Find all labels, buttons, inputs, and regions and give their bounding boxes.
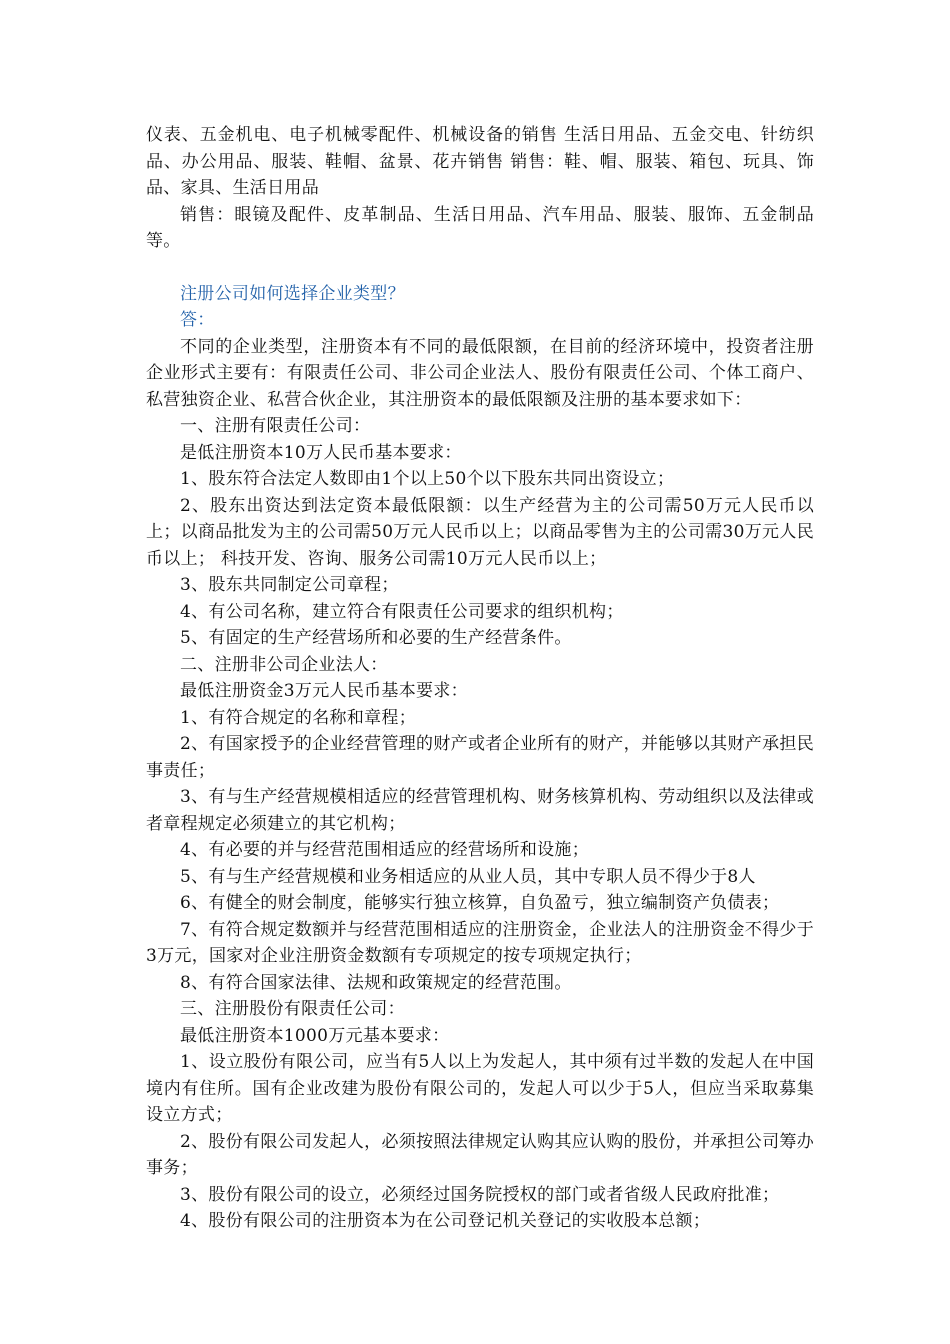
list-item: 3、股东共同制定公司章程； [180,575,399,595]
list-item: 1、股东符合法定人数即由1个以上50个以下股东共同出资设立； [180,469,675,489]
list-item: 4、有公司名称，建立符合有限责任公司要求的组织机构； [180,601,624,622]
section-subheading-joint-stock: 最低注册资本1000万元基本要求： [180,1025,450,1046]
intro-paragraph-2: 销售：眼镜及配件、皮革制品、生活日用品、汽车用品、服装、服饰、五金制品等。 [146,204,814,251]
list-item: 8、有符合国家法律、法规和政策规定的经营范围。 [180,972,572,993]
answer-label: 答： [180,310,215,330]
list-item: 1、设立股份有限公司，应当有5人以上为发起人，其中须有过半数的发起人在中国境内有住所。国有企业改建为股份有限公司的，发起人可以少于5人，但应当采取募集设立方式； [146,1052,814,1125]
paragraph-spacer [146,255,814,281]
section-heading-llc: 一、注册有限责任公司： [180,416,371,436]
list-item: 4、股份有限公司的注册资本为在公司登记机关登记的实收股本总额； [180,1211,711,1231]
list-item: 2、股东出资达到法定资本最低限额：以生产经营为主的公司需50万元人民币以上；以商品批发为主的公司需50万元人民币以上；以商品零售为主的公司需30万元人民币以上； 科技开发、咨询、服务公司需10万元人民币以上； [146,495,814,569]
question-heading: 注册公司如何选择企业类型？ [180,283,405,304]
section-heading-non-company: 二、注册非公司企业法人： [180,654,388,675]
answer-intro: 不同的企业类型，注册资本有不同的最低限额，在目前的经济环境中，投资者注册企业形式主要有：有限责任公司、非公司企业法人、股份有限责任公司、个体工商户、私营独资企业、私营合伙企业，其注册资本的最低限额及注册的基本要求如下： [146,336,814,410]
list-item: 7、有符合规定数额并与经营范围相适应的注册资金，企业法人的注册资金不得少于3万元，国家对企业注册资金数额有专项规定的按专项规定执行； [146,919,814,966]
list-item: 3、有与生产经营规模相适应的经营管理机构、财务核算机构、劳动组织以及法律或者章程规定必须建立的其它机构； [146,787,814,834]
list-item: 5、有与生产经营规模和业务相适应的从业人员，其中专职人员不得少于8人 [180,866,756,887]
document-page [146,122,814,1235]
list-item: 3、股份有限公司的设立，必须经过国务院授权的部门或者省级人民政府批准； [180,1184,780,1205]
list-item: 4、有必要的并与经营范围相适应的经营场所和设施； [180,840,590,860]
list-item: 6、有健全的财会制度，能够实行独立核算，自负盈亏，独立编制资产负债表； [180,893,780,913]
list-item: 5、有固定的生产经营场所和必要的生产经营条件。 [180,628,572,648]
section-heading-joint-stock: 三、注册股份有限责任公司： [180,999,405,1019]
section-subheading-non-company: 最低注册资金3万元人民币基本要求： [180,681,468,701]
list-item: 1、有符合规定的名称和章程； [180,707,417,728]
list-item: 2、有国家授予的企业经营管理的财产或者企业所有的财产，并能够以其财产承担民事责任； [146,734,814,781]
list-item: 2、股份有限公司发起人，必须按照法律规定认购其应认购的股份，并承担公司筹办事务； [146,1131,814,1178]
intro-paragraph-1: 仪表、五金机电、电子机械零配件、机械设备的销售 生活日用品、五金交电、针纺织品、办公用品、服装、鞋帽、盆景、花卉销售 销售：鞋、帽、服装、箱包、玩具、饰品、家具、生活日用品 [146,125,814,198]
section-subheading-llc: 是低注册资本10万人民币基本要求： [180,442,462,463]
